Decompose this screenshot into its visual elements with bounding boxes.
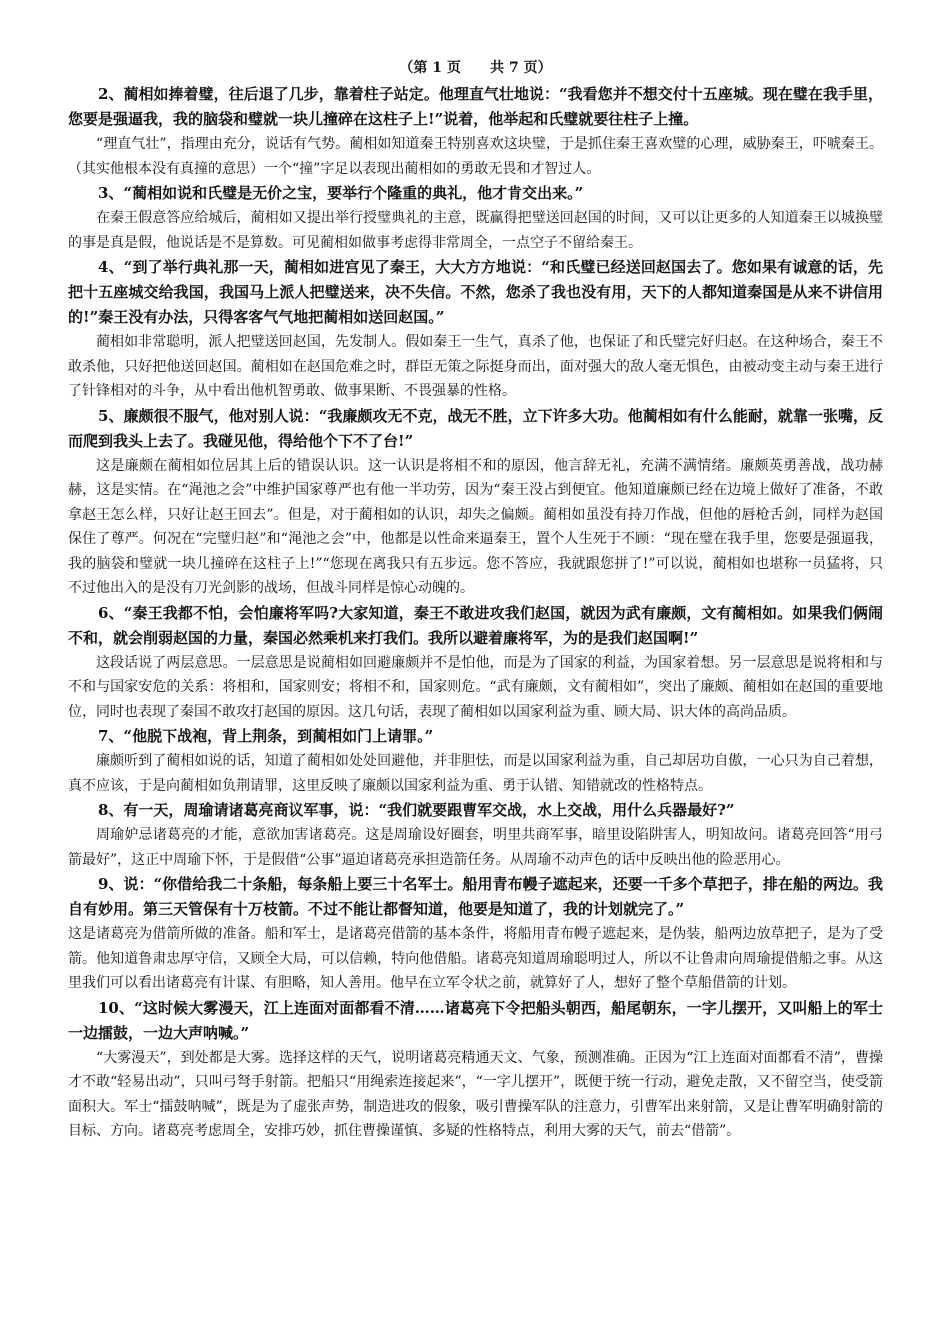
- item-4-analysis: 蔺相如非常聪明，派人把璧送回赵国，先发制人。假如秦王一生气，真杀了他，也保证了和氏璧完好归赵。在这种场合，秦王不敢杀他，只好把他送回赵国。蔺相如在赵国危难之时，群臣无策之际挺身而出，面对强大的敌人毫无惧色，由被动变主动与秦王进行了针锋相对的斗争，从中看出他机智勇敢、做事果断、不畏强暴的性格。: [68, 334, 883, 399]
- item-6-title: 6、“秦王我都不怕，会怕廉将军吗?大家知道，秦王不敢进攻我们赵国，就因为武有廉颇，文有蔺相如。如果我们俩闹不和，就会削弱赵国的力量，秦国必然乘机来打我们。我所以避着廉将军，为的是我们赵国啊!”: [68, 603, 883, 647]
- item-9-analysis: 这是诸葛亮为借箭所做的准备。船和军士，是诸葛亮借箭的基本条件，将船用青布幔子遮起来，是伪装，船两边放草把子，是为了受箭。他知道鲁肃忠厚守信，又顾全大局，可以信赖，特向他借船。诸葛亮知道周瑜聪明过人，所以不让鲁肃向周瑜提借船之事。从这里我们可以看出诸葛亮有计谋、有胆略，知人善用。他早在立军令状之前，就算好了人，想好了整个草船借箭的计划。: [68, 926, 883, 991]
- item-4-title: 4、“到了举行典礼那一天，蔺相如进宫见了秦王，大大方方地说：“和氏璧已经送回赵国去了。您如果有诚意的话，先把十五座城交给我国，我国马上派人把璧送来，决不失信。不然，您杀了我也没有用，天下的人都知道秦国是从来不讲信用的!”秦王没有办法，只得客客气气地把蔺相如送回赵国。”: [68, 258, 883, 326]
- document-page: [68, 58, 883, 1144]
- item-6-analysis: 这段话说了两层意思。一层意思是说蔺相如回避廉颇并不是怕他，而是为了国家的利益，为国家着想。另一层意思是说将相和与不和与国家安危的关系：将相和，国家则安；将相不和，国家则危。“武有廉颇，文有蔺相如”，突出了廉颇、蔺相如在赵国的重要地位，同时也表现了秦国不敢攻打赵国的原因。这几句话，表现了蔺相如以国家利益为重、顾大局、识大体的高尚品质。: [68, 654, 883, 720]
- item-10-analysis: “大雾漫天”，到处都是大雾。选择这样的天气，说明诸葛亮精通天文、气象，预测准确。正因为“江上连面对面都看不清”，曹操才不敢“轻易出动”，只叫弓弩手射箭。把船只“用绳索连接起来”，“一字儿摆开”，既便于统一行动，避免走散，又不留空当，使受箭面积大。军士“擂鼓呐喊”，既是为了虚张声势，制造进攻的假象，吸引曹操军队的注意力，引曹军出来射箭，又是让曹军明确射箭的目标、方向。诸葛亮考虑周全，安排巧妙，抓住曹操谨慎、多疑的性格特点，利用大雾的天气，前去“借箭”。: [68, 1049, 883, 1139]
- item-8-title: 8、有一天，周瑜请诸葛亮商议军事，说：“我们就要跟曹军交战，水上交战，用什么兵器最好?”: [98, 801, 735, 819]
- page-number-header: （第 1 页 共 7 页）: [399, 60, 552, 76]
- item-3-title: 3、“蔺相如说和氏璧是无价之宝，要举行个隆重的典礼，他才肯交出来。”: [98, 184, 584, 202]
- item-2-analysis: “理直气壮”，指理由充分，说话有气势。蔺相如知道秦王特别喜欢这块璧，于是抓住秦王喜欢璧的心理，威胁秦王，吓唬秦王。（其实他根本没有真撞的意思）一个“撞”字足以表现出蔺相如的勇敢无畏和才智过人。: [68, 136, 883, 177]
- item-7-analysis: 廉颇听到了蔺相如说的话，知道了蔺相如处处回避他，并非胆怯，而是以国家利益为重，自己却居功自傲，一心只为自己着想，真不应该，于是向蔺相如负荆请罪，这里反映了廉颇以国家利益为重、勇于认错、知错就改的性格特点。: [68, 753, 883, 794]
- item-7-title: 7、“他脱下战袍，背上荆条，到蔺相如门上请罪。”: [98, 727, 434, 745]
- item-3-analysis: 在秦王假意答应给城后，蔺相如又提出举行授璧典礼的主意，既赢得把璧送回赵国的时间，又可以让更多的人知道秦王以城换璧的事是真是假，他说话是不是算数。可见蔺相如做事考虑得非常周全，一点空子不留给秦王。: [68, 210, 883, 251]
- item-8-analysis: 周瑜妒忌诸葛亮的才能，意欲加害诸葛亮。这是周瑜设好圈套，明里共商军事，暗里设陷阱害人，明知故问。诸葛亮回答“用弓箭最好”，这正中周瑜下怀，于是假借“公事”逼迫诸葛亮承担造箭任务。从周瑜不动声色的话中反映出他的险恶用心。: [68, 827, 883, 868]
- item-9-title: 9、说：“你借给我二十条船，每条船上要三十名军士。船用青布幔子遮起来，还要一千多个草把子，排在船的两边。我自有妙用。第三天管保有十万枝箭。不过不能让都督知道，他要是知道了，我的计划就完了。”: [68, 875, 883, 918]
- item-5-title: 5、廉颇很不服气，他对别人说：“我廉颇攻无不克，战无不胜，立下许多大功。他蔺相如有什么能耐，就靠一张嘴，反而爬到我头上去了。我碰见他，得给他个下不了台!”: [68, 406, 883, 450]
- item-2-title: 2、蔺相如捧着璧，往后退了几步，靠着柱子站定。他理直气壮地说：“我看您并不想交付十五座城。现在璧在我手里，您要是强逼我，我的脑袋和璧就一块儿撞碎在这柱子上!”说着，他举起和氏璧就要往柱子上撞。: [68, 85, 883, 128]
- item-5-analysis: 这是廉颇在蔺相如位居其上后的错误认识。这一认识是将相不和的原因，他言辞无礼，充满不满情绪。廉颇英勇善战，战功赫赫，这是实情。在“渑池之会”中维护国家尊严也有他一半功劳，因为“秦王没占到便宜。他知道廉颇已经在边境上做好了准备，不敢拿赵王怎么样，只好让赵王回去”。但是，对于蔺相如的认识，却失之偏颇。蔺相如虽没有持刀作战，但他的唇枪舌剑，同样为赵国保住了尊严。何况在“完璧归赵”和“渑池之会”中，他都是以性命来逼秦王，置个人生死于不顾：“现在璧在我手里，您要是强逼我，我的脑袋和璧就一块儿撞碎在这柱子上!”“您现在离我只有五步远。您不答应，我就跟您拼了!”可以说，蔺相如也堪称一员猛将，只不过他出入的是没有刀光剑影的战场，但战斗同样是惊心动魄的。: [68, 457, 883, 596]
- item-10-title: 10、“这时候大雾漫天，江上连面对面都看不清……诸葛亮下令把船头朝西，船尾朝东，一字儿摆开，又叫船上的军士一边擂鼓，一边大声呐喊。”: [68, 998, 883, 1042]
